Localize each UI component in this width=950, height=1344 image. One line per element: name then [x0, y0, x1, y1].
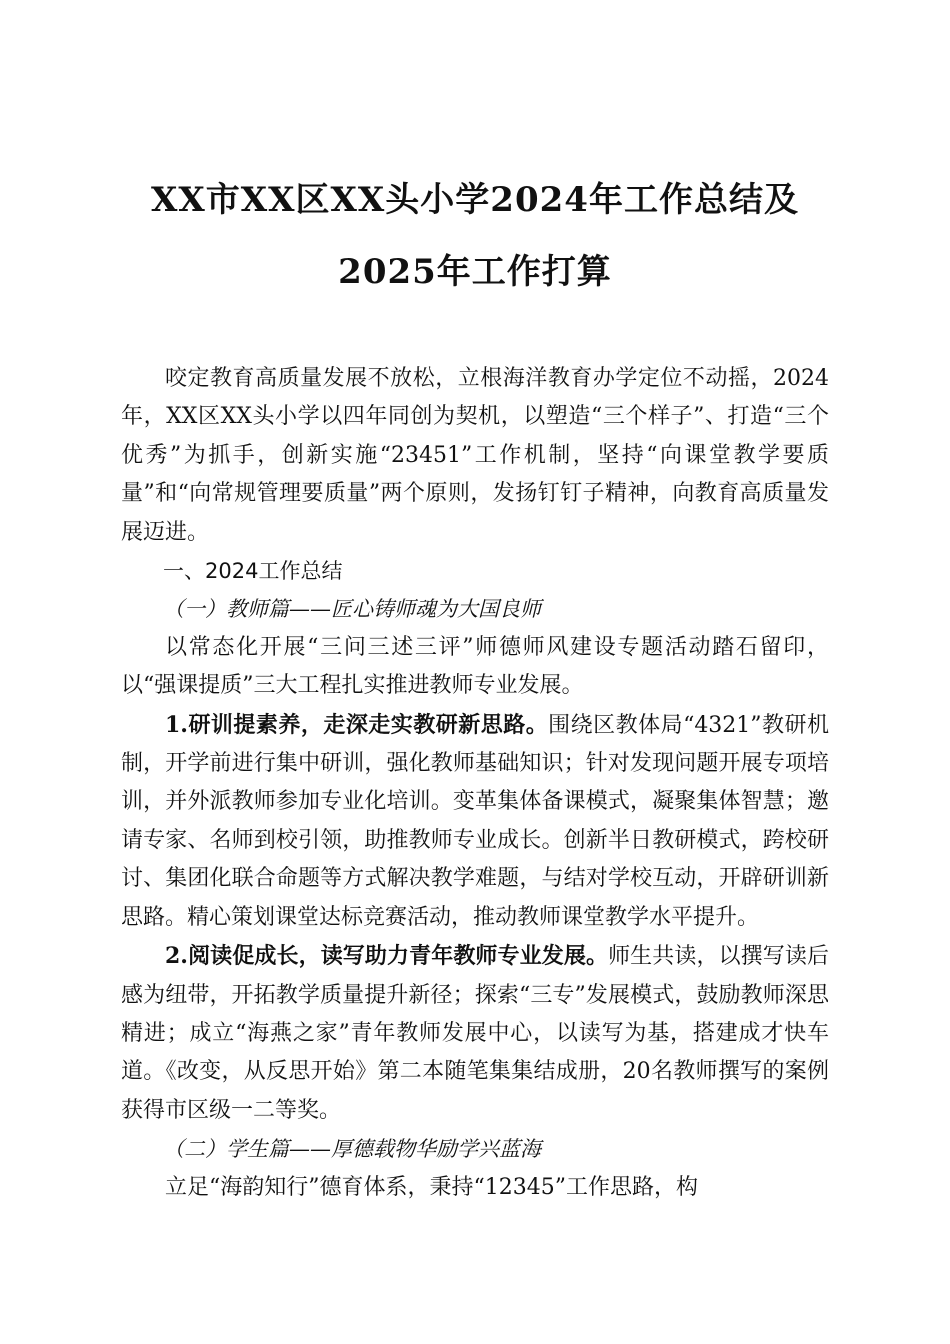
- subsection-heading-teachers: （一）教师篇——匠心铸师魂为大国良师: [163, 597, 541, 622]
- document-title-line-1: XX市XX区XX头小学2024年工作总结及: [151, 180, 799, 220]
- document-body: [121, 360, 829, 1207]
- item-1-lead: 1.研训提素养，走深走实教研新思路。: [165, 711, 549, 738]
- students-intro-paragraph: 立足“海韵知行”德育体系，秉持“12345”工作思路，构: [165, 1174, 698, 1200]
- section-heading-1: 一、2024工作总结: [163, 559, 343, 584]
- document-title-line-2: 2025年工作打算: [338, 252, 612, 292]
- item-2-lead: 2.阅读促成长，读写助力青年教师专业发展。: [165, 943, 609, 970]
- subsection-heading-students: （二）学生篇——厚德载物华励学兴蓝海: [163, 1137, 541, 1162]
- intro-paragraph: 咬定教育高质量发展不放松，立根海洋教育办学定位不动摇，2024年，XX区XX头小学以四年同创为契机，以塑造“三个样子”、打造“三个优秀”为抓手，创新实施“23451”工作机制，坚持“向课堂教学要质量”和“向常规管理要质量”两个原则，发扬钉钉子精神，向教育高质量发展迈进。: [121, 366, 829, 545]
- item-2-text: 师生共读，以撰写读后感为纽带，开拓教学质量提升新径；探索“三专”发展模式，鼓励教师深思精进；成立“海燕之家”青年教师发展中心，以读写为基，搭建成才快车道。《改变，从反思开始》第二本随笔集集结成册，20名教师撰写的案例获得市区级一二等奖。: [121, 944, 829, 1123]
- item-1-paragraph: [121, 706, 829, 937]
- item-2-paragraph: [121, 937, 829, 1130]
- teachers-intro-paragraph: 以常态化开展“三问三述三评”师德师风建设专题活动踏石留印，以“强课提质”三大工程扎实推进教师专业发展。: [121, 634, 829, 699]
- item-1-text: 围绕区教体局“4321”教研机制，开学前进行集中研训，强化教师基础知识；针对发现问题开展专项培训，并外派教师参加专业化培训。变革集体备课模式，凝聚集体智慧；邀请专家、名师到校引领，助推教师专业成长。创新半日教研模式，跨校研讨、集团化联合命题等方式解决教学难题，与结对学校互动，开辟研训新思路。精心策划课堂达标竞赛活动，推动教师课堂教学水平提升。: [121, 712, 829, 930]
